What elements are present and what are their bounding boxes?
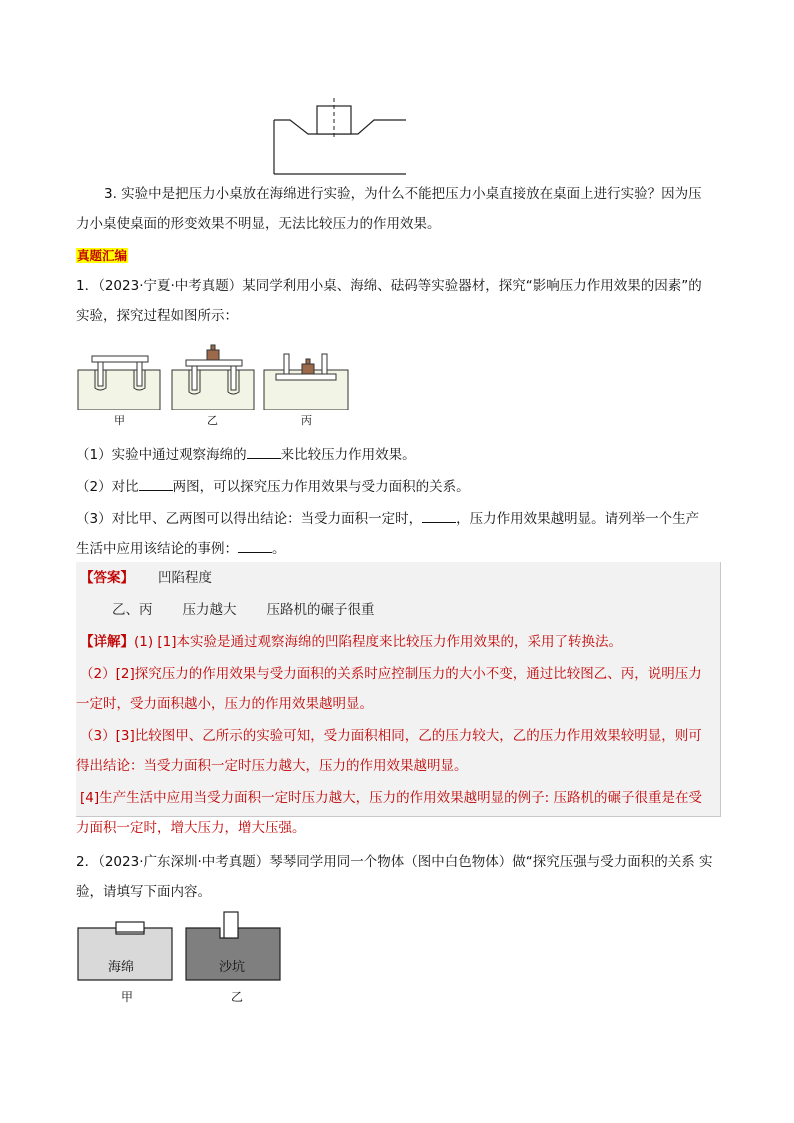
q2-line-1: 2．（2023·广东深圳·中考真题）琴琴同学用同一个物体（图中白色物体）做“探究压强与受力面积的关系 实 — [76, 854, 713, 870]
answer-blank[interactable] — [238, 538, 272, 553]
trough-figure — [268, 96, 413, 178]
detail-d2a: （2）[2]探究压力的作用效果与受力面积的关系时应控制压力的大小不变，通过比较图乙、丙，说明压力 — [80, 666, 702, 682]
detail-d3b: 得出结论：当受力面积一定时压力越大，压力的作用效果越明显。 — [76, 758, 468, 774]
q1-sub3-pre: （3）对比甲、乙两图可以得出结论：当受力面积一定时， — [76, 511, 423, 527]
answer-line-1 — [80, 568, 212, 588]
section-tag-label: 真题汇编 — [77, 248, 128, 263]
answer-a2: 乙、丙 — [112, 602, 153, 618]
q1-figure — [76, 340, 356, 410]
q1-sub2-post: 两图，可以探究压力作用效果与受力面积的关系。 — [172, 479, 470, 495]
answer-blank[interactable] — [139, 476, 173, 491]
detail-tag: 【详解】 — [80, 634, 134, 650]
fig-yi-sponge — [172, 345, 254, 410]
q2-line-2: 验，请填写下面内容。 — [76, 884, 211, 900]
answer-a4: 压路机的碾子很重 — [266, 602, 375, 618]
q1-sub3-line2-post: 。 — [272, 541, 286, 557]
fig-label-bing: 丙 — [301, 414, 312, 427]
intro-line-2: 力小桌使桌面的形变效果不明显，无法比较压力的作用效果。 — [76, 216, 441, 232]
fig-bing-sponge — [264, 354, 348, 410]
answer-tag: 【答案】 — [80, 570, 134, 586]
answer-a1: 凹陷程度 — [158, 570, 212, 586]
fig-jia-sponge — [78, 356, 160, 410]
q1-sub2 — [76, 476, 470, 497]
detail-line-1 — [80, 632, 622, 652]
q1-sub3 — [76, 508, 699, 529]
q1-sub1-post: 来比较压力作用效果。 — [280, 447, 416, 463]
answer-a3: 压力越大 — [182, 602, 237, 618]
sandpit-label: 沙坑 — [219, 960, 246, 975]
intro-line-1: 3. 实验中是把压力小桌放在海绵进行实验，为什么不能把压力小桌直接放在桌面上进行实验？因为压 — [104, 186, 702, 202]
fig-label-yi: 乙 — [207, 414, 218, 427]
detail-d4a: [4]生产生活中应用当受力面积一定时压力越大，压力的作用效果越明显的例子: 压路机的碾子很重是在受 — [80, 790, 702, 806]
answer-blank[interactable] — [422, 508, 456, 523]
section-tag — [76, 246, 128, 266]
q1-sub3-post: ，压力作用效果越明显。请列举一个生产 — [456, 511, 700, 527]
q2-fig-label-jia: 甲 — [121, 990, 134, 1004]
q1-sub3-line2-pre: 生活中应用该结论的事例： — [76, 541, 238, 557]
detail-d3a: （3）[3]比较图甲、乙所示的实验可知，受力面积相同，乙的压力较大，乙的压力作用效果较明显，则可 — [80, 728, 702, 744]
detail-d2b: 一定时，受力面积越小，压力的作用效果越明显。 — [76, 696, 373, 712]
q1-sub1-pre: （1）实验中通过观察海绵的 — [76, 447, 247, 463]
q1-sub1 — [76, 444, 416, 465]
q1-sub3-line2 — [76, 538, 286, 559]
answer-line-2 — [112, 600, 375, 620]
answer-blank[interactable] — [247, 444, 281, 459]
q1-line-2: 实验，探究过程如图所示： — [76, 308, 238, 324]
q1-sub2-pre: （2）对比 — [76, 479, 139, 495]
sponge-label: 海绵 — [108, 960, 135, 975]
detail-d1: (1) [1]本实验是通过观察海绵的凹陷程度来比较压力作用效果的，采用了转换法。 — [134, 634, 623, 650]
q2-fig-label-yi: 乙 — [231, 990, 244, 1004]
q1-line-1: 1．（2023·宁夏·中考真题）某同学利用小桌、海绵、砝码等实验器材，探究“影响压力作用效果的因素”的 — [76, 278, 702, 294]
fig-label-jia: 甲 — [114, 414, 125, 427]
detail-d4b: 力面积一定时，增大压力，增大压强。 — [76, 820, 306, 836]
